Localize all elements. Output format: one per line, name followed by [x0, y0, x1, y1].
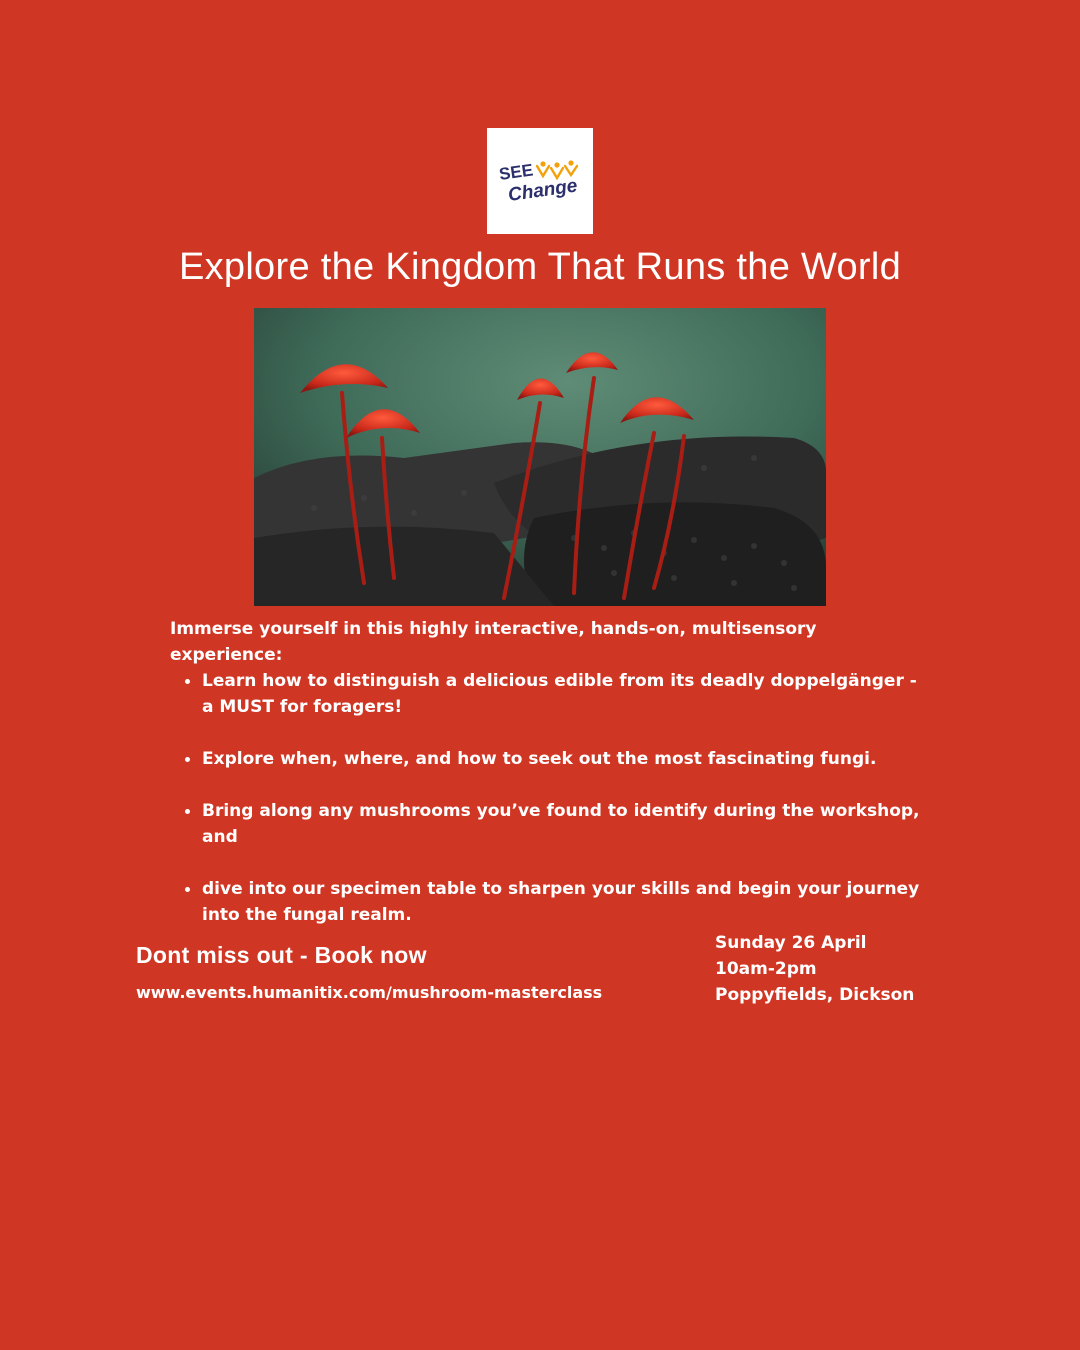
list-item [182, 668, 922, 720]
list-item [182, 876, 922, 928]
list-item-text: dive into our specimen table to sharpen your skills and begin your journey into the fungal realm. [202, 879, 920, 925]
intro-text: Immerse yourself in this highly interactive, hands-on, multisensory experience: [170, 619, 817, 665]
bullet-icon [185, 757, 190, 762]
list-item [182, 798, 922, 850]
event-date: Sunday 26 April [715, 933, 867, 953]
bullet-icon [185, 679, 190, 684]
bullet-icon [185, 887, 190, 892]
page-title: Explore the Kingdom That Runs the World [178, 246, 902, 288]
see-change-logo [487, 128, 593, 234]
book-now-heading: Dont miss out - Book now [136, 942, 427, 968]
logo-see-text: SEE [497, 160, 535, 184]
highlights-list [182, 668, 922, 954]
logo-change-text: Change [506, 175, 579, 206]
booking-link[interactable]: www.events.humanitix.com/mushroom-masterclass [136, 983, 603, 1002]
list-item-text: Explore when, where, and how to seek out the most fascinating fungi. [202, 749, 877, 769]
list-item [182, 746, 922, 772]
list-item-text: Learn how to distinguish a delicious edible from its deadly doppelgänger - a MUST for foragers! [202, 671, 917, 717]
event-location: Poppyfields, Dickson [715, 985, 915, 1005]
mushroom-photo [254, 308, 826, 606]
event-details [715, 930, 975, 1008]
logo [487, 128, 593, 234]
bullet-icon [185, 809, 190, 814]
list-item-text: Bring along any mushrooms you’ve found to identify during the workshop, and [202, 801, 920, 847]
event-time: 10am-2pm [715, 959, 817, 979]
